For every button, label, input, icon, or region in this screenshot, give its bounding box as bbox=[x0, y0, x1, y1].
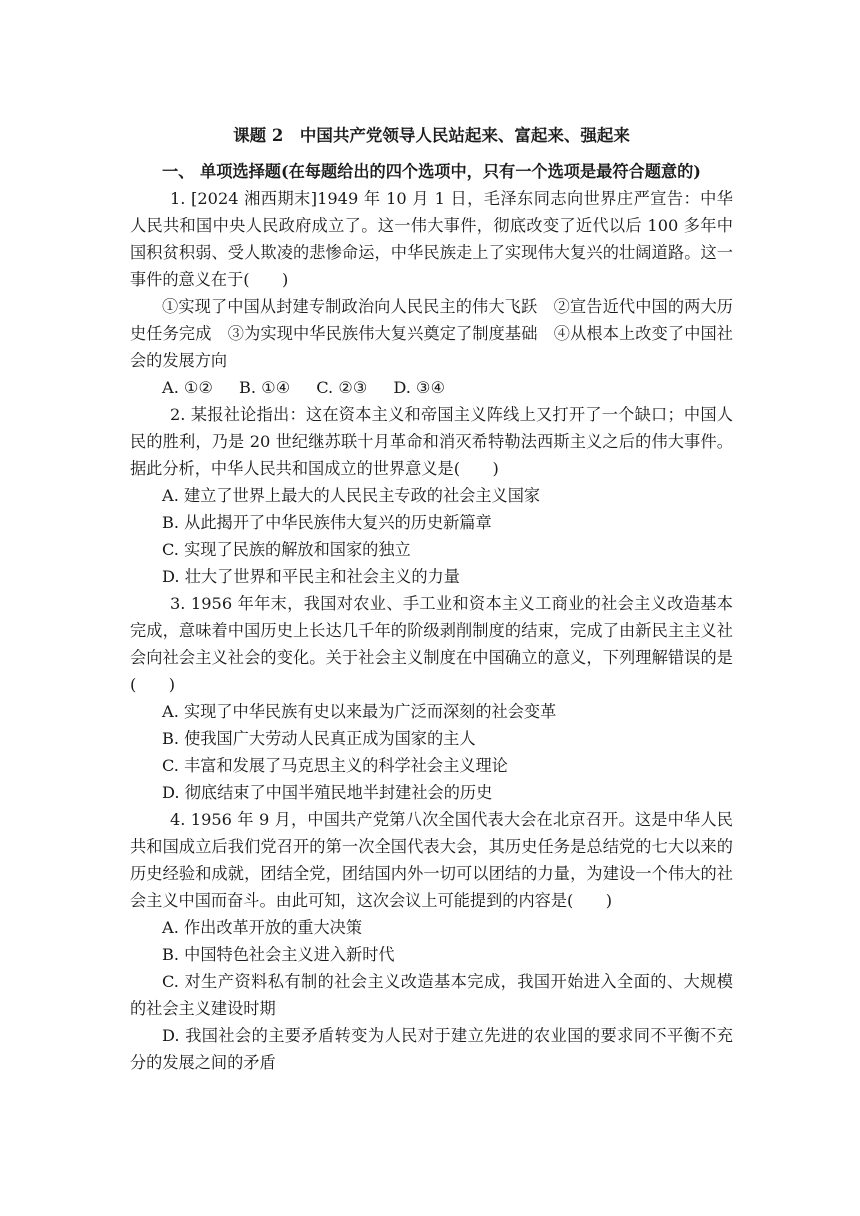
option-c: C. 实现了民族的解放和国家的独立 bbox=[162, 540, 411, 559]
page-title: 课题 2 中国共产党领导人民站起来、富起来、强起来 bbox=[233, 126, 630, 145]
option-a: A. 作出改革开放的重大决策 bbox=[162, 918, 363, 937]
question-3 bbox=[130, 590, 733, 806]
option-a: A. 建立了世界上最大的人民民主专政的社会主义国家 bbox=[162, 486, 541, 505]
option-a: A. 实现了中华民族有史以来最为广泛而深刻的社会变革 bbox=[162, 702, 557, 721]
exercise-page bbox=[130, 0, 733, 1076]
option-a: A. ①② bbox=[162, 378, 214, 397]
question-1 bbox=[130, 185, 733, 401]
option-row bbox=[130, 374, 733, 401]
question-stem: 2. 某报社论指出：这在资本主义和帝国主义阵线上又打开了一个缺口；中国人民的胜利，乃是 20 世纪继苏联十月革命和消灭希特勒法西斯主义之后的伟大事件。据此分析，中华人民共和国成立的世界意义是( ) bbox=[130, 405, 733, 478]
option-b: B. 使我国广大劳动人民真正成为国家的主人 bbox=[162, 729, 476, 748]
option-d: D. 彻底结束了中国半殖民地半封建社会的历史 bbox=[162, 783, 493, 802]
option-b: B. 从此揭开了中华民族伟大复兴的历史新篇章 bbox=[162, 513, 492, 532]
section-heading: 一、 单项选择题(在每题给出的四个选项中，只有一个选项是最符合题意的) bbox=[162, 162, 701, 181]
question-statements: ①实现了中国从封建专制政治向人民民主的伟大飞跃 ②宣告近代中国的两大历史任务完成 ③为实现中华民族伟大复兴奠定了制度基础 ④从根本上改变了中国社会的发展方向 bbox=[130, 297, 733, 370]
option-b: B. 中国特色社会主义进入新时代 bbox=[162, 945, 395, 964]
option-b: B. ①④ bbox=[239, 378, 291, 397]
option-d: D. ③④ bbox=[393, 378, 446, 397]
question-4 bbox=[130, 806, 733, 1076]
option-d: D. 我国社会的主要矛盾转变为人民对于建立先进的农业国的要求同不平衡不充分的发展之间的矛盾 bbox=[130, 1026, 733, 1072]
question-stem: 3. 1956 年年末，我国对农业、手工业和资本主义工商业的社会主义改造基本完成，意味着中国历史上长达几千年的阶级剥削制度的结束，完成了由新民主主义社会向社会主义社会的变化。关于社会主义制度在中国确立的意义，下列理解错误的是( ) bbox=[130, 594, 733, 694]
option-d: D. 壮大了世界和平民主和社会主义的力量 bbox=[162, 567, 460, 586]
question-2 bbox=[130, 401, 733, 590]
option-c: C. ②③ bbox=[316, 378, 368, 397]
question-stem: 1. [2024 湘西期末]1949 年 10 月 1 日，毛泽东同志向世界庄严宣告：中华人民共和国中央人民政府成立了。这一伟大事件，彻底改变了近代以后 100 多年中国积贫积弱、受人欺凌的悲惨命运，中华民族走上了实现伟大复兴的壮阔道路。这一事件的意义在于( ) bbox=[130, 189, 733, 289]
question-stem: 4. 1956 年 9 月，中国共产党第八次全国代表大会在北京召开。这是中华人民共和国成立后我们党召开的第一次全国代表大会，其历史任务是总结党的七大以来的历史经验和成就，团结全党，团结国内外一切可以团结的力量，为建设一个伟大的社会主义中国而奋斗。由此可知，这次会议上可能提到的内容是( ) bbox=[130, 810, 733, 910]
option-c: C. 丰富和发展了马克思主义的科学社会主义理论 bbox=[162, 756, 508, 775]
option-c: C. 对生产资料私有制的社会主义改造基本完成，我国开始进入全面的、大规模的社会主义建设时期 bbox=[130, 972, 733, 1018]
